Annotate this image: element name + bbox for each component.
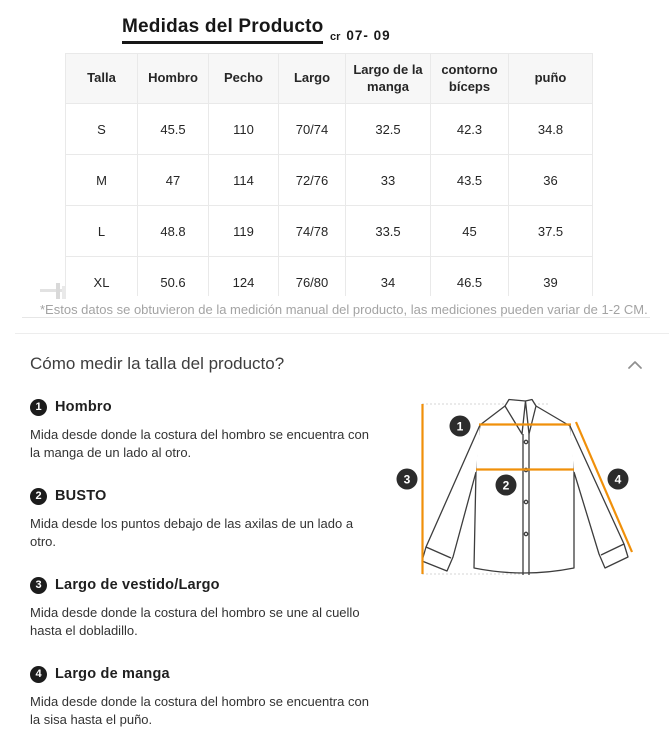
cell-value: 124 — [209, 257, 279, 297]
col-header-largo: Largo — [279, 54, 346, 104]
step-3-badge: 3 — [30, 577, 47, 594]
list-item — [30, 487, 382, 550]
step-1-title: Hombro — [55, 399, 112, 415]
step-3-description: Mida desde donde la costura del hombro se une al cuello hasta el dobladillo. — [30, 605, 360, 638]
table-row — [66, 206, 593, 257]
table-row — [66, 104, 593, 155]
measurement-disclaimer: *Estos datos se obtuvieron de la medición manual del producto, las mediciones pueden variar de 1-2 CM. — [40, 302, 648, 317]
badge-3-label: 3 — [403, 472, 411, 487]
cell-value: 33 — [346, 155, 431, 206]
step-1-badge: 1 — [30, 399, 47, 416]
list-item — [30, 576, 382, 639]
cell-size: XL — [66, 257, 138, 297]
table-row — [66, 257, 593, 297]
shirt-measure-diagram — [395, 390, 669, 590]
size-table — [65, 53, 593, 296]
cell-value: 48.8 — [138, 206, 209, 257]
cell-value: 45 — [431, 206, 509, 257]
cell-value: 43.5 — [431, 155, 509, 206]
chevron-up-icon[interactable] — [624, 356, 646, 374]
step-4-badge: 4 — [30, 666, 47, 683]
col-header-puno: puño — [509, 54, 593, 104]
cell-value: 114 — [209, 155, 279, 206]
cell-value: 119 — [209, 206, 279, 257]
cell-value: 32.5 — [346, 104, 431, 155]
cell-value: 34 — [346, 257, 431, 297]
section-divider — [15, 333, 669, 334]
scrollbar-artifact[interactable] — [56, 283, 60, 299]
list-item — [30, 665, 382, 728]
product-code-value: 07- 09 — [346, 28, 391, 43]
header — [122, 16, 323, 44]
cell-value: 37.5 — [509, 206, 593, 257]
product-code — [330, 27, 391, 45]
badge-4-label: 4 — [614, 472, 622, 487]
cell-value: 70/74 — [279, 104, 346, 155]
divider — [22, 317, 650, 318]
cell-value: 33.5 — [346, 206, 431, 257]
measure-instructions-list — [30, 398, 382, 754]
col-header-talla: Talla — [66, 54, 138, 104]
col-header-largo-manga: Largo de la manga — [346, 54, 431, 104]
measure-section-title: Cómo medir la talla del producto? — [30, 354, 285, 373]
cell-value: 36 — [509, 155, 593, 206]
cell-value: 47 — [138, 155, 209, 206]
step-4-title: Largo de manga — [55, 666, 170, 682]
list-item — [30, 398, 382, 461]
scrollbar-artifact[interactable] — [62, 286, 66, 299]
page-title: Medidas del Producto — [122, 16, 323, 44]
cell-value: 34.8 — [509, 104, 593, 155]
cell-value: 74/78 — [279, 206, 346, 257]
step-1-description: Mida desde donde la costura del hombro se encuentra con la manga de un lado al otro. — [30, 427, 369, 460]
cell-value: 72/76 — [279, 155, 346, 206]
step-2-description: Mida desde los puntos debajo de las axilas de un lado a otro. — [30, 516, 354, 549]
cell-value: 50.6 — [138, 257, 209, 297]
step-3-title: Largo de vestido/Largo — [55, 577, 220, 593]
cell-size: M — [66, 155, 138, 206]
measure-section-header[interactable] — [0, 348, 669, 380]
cell-value: 39 — [509, 257, 593, 297]
cell-value: 42.3 — [431, 104, 509, 155]
table-row — [66, 155, 593, 206]
size-table-scroll-container[interactable] — [65, 53, 593, 296]
product-code-prefix: cr — [330, 31, 341, 43]
step-2-title: BUSTO — [55, 488, 107, 504]
table-note-container — [40, 301, 650, 317]
cell-value: 110 — [209, 104, 279, 155]
cell-value: 76/80 — [279, 257, 346, 297]
cell-size: S — [66, 104, 138, 155]
col-header-hombro: Hombro — [138, 54, 209, 104]
cell-size: L — [66, 206, 138, 257]
cell-value: 45.5 — [138, 104, 209, 155]
badge-1-label: 1 — [456, 419, 464, 434]
step-2-badge: 2 — [30, 488, 47, 505]
cell-value: 46.5 — [431, 257, 509, 297]
table-header-row — [66, 54, 593, 104]
col-header-pecho: Pecho — [209, 54, 279, 104]
step-4-description: Mida desde donde la costura del hombro se encuentra con la sisa hasta el puño. — [30, 694, 369, 727]
col-header-contorno-biceps: contorno bíceps — [431, 54, 509, 104]
shirt-diagram-svg — [395, 390, 669, 590]
badge-2-label: 2 — [502, 478, 510, 493]
